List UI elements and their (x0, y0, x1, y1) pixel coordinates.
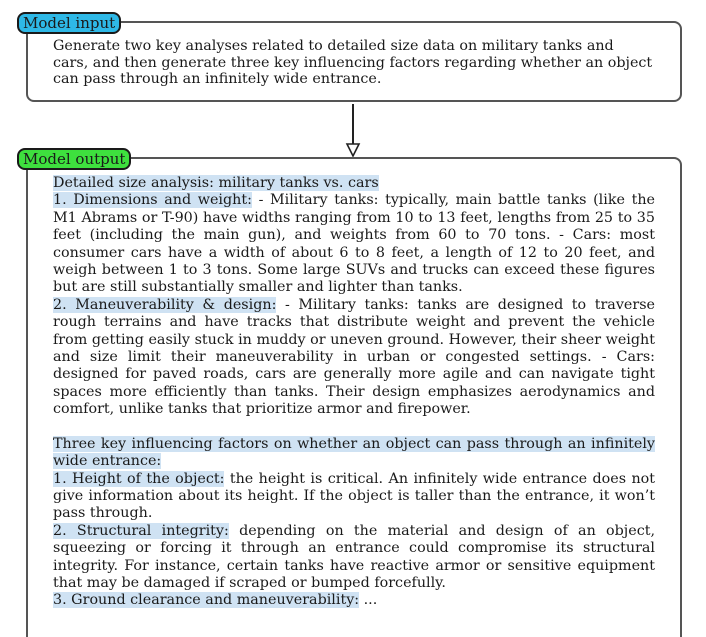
label-dimensions: 1. Dimensions and weight: (53, 192, 252, 209)
label-structural: 2. Structural integrity: (53, 522, 229, 539)
factor-structural (53, 523, 655, 593)
text-maneuverability: - Military tanks: tanks are designed to traverse rough terrains and have tracks that distribute weight and prevent the vehicle from getting easily stuck in muddy or uneven ground. However, their sheer weight and size limit their maneuverability in urban or congested settings. - Cars: designed for paved roads, cars are generally more agile and can navigate tight spaces more efficiently than tanks. Their design emphasizes aerodynamics and comfort, unlike tanks that prioritize armor and firepower. (53, 296, 655, 418)
text-clearance: ... (359, 592, 378, 609)
arrow-down-icon (345, 104, 361, 158)
paragraph-dimensions (53, 192, 655, 296)
model-output-tag: Model output (17, 148, 131, 170)
label-maneuverability: 2. Maneuverability & design: (53, 296, 277, 313)
model-input-text: Generate two key analyses related to detailed size data on military tanks and cars, and then generate three key influencing factors regarding whether an object can pass through an infinitely wide entrance. (53, 38, 653, 87)
paragraph-maneuverability (53, 297, 655, 419)
section-heading-factors: Three key influencing factors on whether an object can pass through an infinitely wide entrance: (53, 435, 655, 470)
factor-clearance (53, 592, 655, 609)
model-input-tag: Model input (17, 12, 121, 34)
factor-height (53, 471, 655, 523)
text-dimensions: - Military tanks: typically, main battle tanks (like the M1 Abrams or T-90) have widths ranging from 10 to 13 feet, lengths from 25 to 35 feet (including the main gun), and weights from 60 to 70 tons. - Cars: most consumer cars have a width of about 6 to 8 feet, a length of 12 to 20 feet, and weigh between 1 to 3 tons. Some large SUVs and trucks can exceed these figures but are still substantially smaller and lighter than tanks. (53, 192, 655, 296)
label-clearance: 3. Ground clearance and maneuverability: (53, 592, 360, 609)
section-heading-size-analysis: Detailed size analysis: military tanks vs. cars (53, 175, 379, 191)
model-output-text (53, 175, 655, 610)
text-height: the height is critical. An infinitely wide entrance does not give information about its height. If the object is taller than the entrance, it won’t pass through. (53, 470, 656, 522)
text-structural: depending on the material and design of an object, squeezing or forcing it through an entrance could compromise its structural integrity. For instance, certain tanks have reactive armor or sensitive equipment that may be damaged if scraped or bumped forcefully. (53, 522, 655, 591)
label-height: 1. Height of the object: (53, 470, 225, 487)
